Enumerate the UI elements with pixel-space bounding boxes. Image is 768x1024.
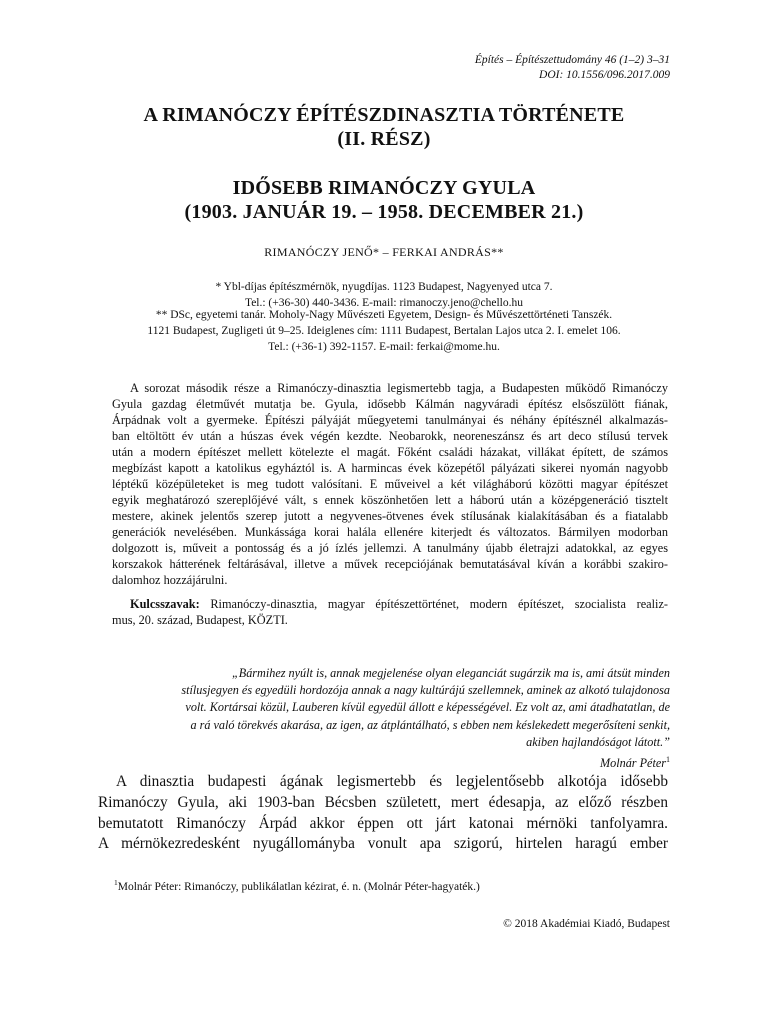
quote-line: a rá való törekvés akarása, az igen, az átplántálható, s ebben nem késlekedett megerősíteni senkit, xyxy=(190,717,670,732)
abstract-line: Gyula gazdag életművét mutatja be. Gyula, idősebb Kálmán nagyváradi építész elsőszülött fiának, xyxy=(112,397,668,411)
affiliation-2-line-3: Tel.: (+36-1) 392-1157. E-mail: ferkai@mome.hu. xyxy=(268,341,500,353)
body-line: Rimanóczy Gyula, aki 1903-ban Bécsben született, mert édesapja, az előző részben xyxy=(98,793,668,811)
abstract-line: A sorozat második része a Rimanóczy-dinasztia legismertebb tagja, a Budapesten működő Rimanóczy xyxy=(130,381,668,395)
affiliation-2-line-2: 1121 Budapest, Zugligeti út 9–25. Ideiglenes cím: 1111 Budapest, Bertalan Lajos utca 2. I. emelet 106. xyxy=(147,325,621,337)
abstract-line: dalomhoz hozzájárulni. xyxy=(112,573,228,587)
footnote-text: Molnár Péter: Rimanóczy, publikálatlan kézirat, é. n. (Molnár Péter-hagyaték.) xyxy=(117,880,480,893)
affiliation-1-line-1: * Ybl-díjas építészmérnök, nyugdíjas. 1123 Budapest, Nagyenyed utca 7. xyxy=(215,281,553,293)
quote-line: volt. Kortársai közül, Lauberen kívül egyedül állott e képességével. Ez volt az, ami átadhatatlan, de xyxy=(185,700,670,715)
abstract-line: egyik meghatározó szereplőjévé vált, s ennek köszönhetően lett a háború után a középgeneráció tisztelt xyxy=(112,493,668,507)
body-line: A dinasztia budapesti ágának legismertebb és legjelentősebb alkotója idősebb xyxy=(116,773,668,790)
quote-attribution xyxy=(110,751,670,772)
affiliation-2 xyxy=(0,307,768,355)
abstract-line: generációk nevelésében. Munkássága korai halála ellenére kiterjedt és változatos. Bármilyen modorban xyxy=(112,525,668,539)
affiliation-1-line-2: Tel.: (+36-30) 440-3436. E-mail: rimanoczy.jeno@chello.hu xyxy=(244,297,524,309)
abstract-line: léptékű középületeket is meg tudott valósítani. E műveivel a két világháború közötti magyar építészet xyxy=(112,477,668,491)
authors: RIMANÓCZY JENŐ* – FERKAI ANDRÁS** xyxy=(264,245,504,259)
affiliation-2-line-1: ** DSc, egyetemi tanár. Moholy-Nagy Művészeti Egyetem, Design- és Művészettörténeti Tanszék. xyxy=(155,309,613,321)
body-paragraph xyxy=(98,772,668,855)
subtitle-line-1: IDŐSEBB RIMANÓCZY GYULA xyxy=(232,177,536,199)
footnote-ref[interactable]: 1 xyxy=(666,755,670,765)
copyright: © 2018 Akadémiai Kiadó, Budapest xyxy=(503,918,670,930)
title-line-1: A RIMANÓCZY ÉPÍTÉSZDINASZTIA TÖRTÉNETE xyxy=(143,104,625,126)
abstract-line: dolgozott is, műveit a pontosság és a jó ízlés jellemzi. A tanulmány újabb életrajzi adatokkal, az egyes xyxy=(112,541,668,555)
body-line: bemutatott Rimanóczy Árpád akkor éppen ott járt katonai mérnöki tanfolyamra. xyxy=(98,814,668,832)
abstract-line: korszakok hátterének feltárásával, illetve a művek recepciójának bemutatásával kíván a korábbi szakiro- xyxy=(112,557,668,571)
abstract xyxy=(112,380,668,588)
journal-reference xyxy=(475,53,670,83)
abstract-line: mestere, akinek jelentős szerep jutott a negyvenes-ötvenes évek stílusának kialakításában és a fiatalabb xyxy=(112,509,668,523)
keywords-label: Kulcsszavak: xyxy=(130,597,200,611)
abstract-line: megbízást kapott a katolikus egyháztól is. A harmincas évek közepétől pályázati sikerei nyomán nagyobb xyxy=(112,461,668,475)
quote-author: Molnár Péter xyxy=(599,756,666,771)
footnote xyxy=(114,878,480,893)
quote-line: akiben hajlandóságot látott.” xyxy=(526,734,670,749)
quote-line: „Bármihez nyúlt is, annak megjelenése olyan eleganciát sugárzik ma is, ami átsüt minden xyxy=(231,666,670,680)
quote-line: stílusjegyen és egyedüli hordozója annak a nagy kultúrájú szellemnek, aminek az alkotó tulajdonosa xyxy=(181,683,670,698)
keywords-line-2: mus, 20. század, Budapest, KÖZTI. xyxy=(112,613,288,627)
keywords-line-1 xyxy=(112,596,668,612)
article-subtitle xyxy=(0,176,768,224)
abstract-line: után a modern építészet mellett kötelezte el magát. Főként családi házakat, villákat épített, de számos xyxy=(112,445,668,459)
title-line-2: (II. RÉSZ) xyxy=(337,128,431,150)
keywords xyxy=(112,596,668,628)
abstract-line: ban eltöltött év után a húszas évek végén kezdte. Neobarokk, neoreneszánsz és art deco stílusú tervek xyxy=(112,429,668,443)
body-line: A mérnökezredesként nyugállományba vonult apa szigorú, hirtelen haragú ember xyxy=(98,835,668,853)
journal-citation: Építés – Építészettudomány 46 (1–2) 3–31 xyxy=(474,54,670,66)
doi: DOI: 10.1556/096.2017.009 xyxy=(539,69,670,81)
epigraph-quote xyxy=(110,665,670,772)
keywords-text-1: Rimanóczy-dinasztia, magyar építészettörténet, modern építészet, szocialista realiz- xyxy=(199,597,668,611)
footnote-number: 1 xyxy=(114,878,118,887)
article-title xyxy=(0,103,768,151)
abstract-line: Árpádnak volt a gyermeke. Építészi pályáját műegyetemi tanulmányai és néhány építésznél alkalmazás- xyxy=(112,413,668,427)
subtitle-line-2: (1903. JANUÁR 19. – 1958. DECEMBER 21.) xyxy=(184,201,584,223)
